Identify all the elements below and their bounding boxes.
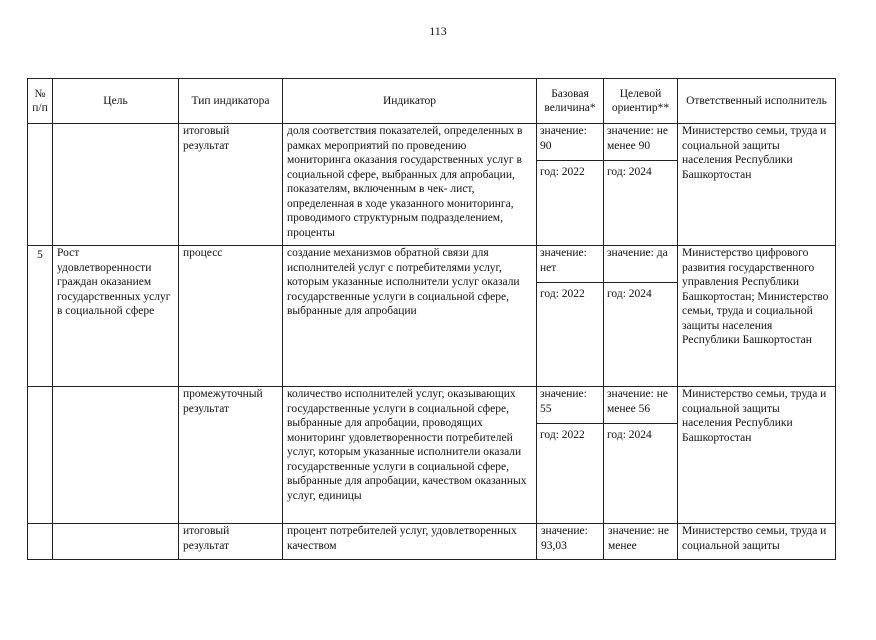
- cell-goal: Рост удовлетворенности граждан оказанием государственных услуг в социальной сфере: [53, 246, 179, 387]
- header-responsible: Ответственный исполнитель: [678, 79, 836, 124]
- target-value: значение: да: [604, 246, 677, 283]
- cell-type: промежуточный результат: [179, 387, 283, 524]
- header-num: № п/п: [28, 79, 53, 124]
- cell-type: процесс: [179, 246, 283, 387]
- cell-responsible: Министерство семьи, труда и социальной защиты: [678, 524, 836, 560]
- target-year: год: 2024: [607, 429, 652, 441]
- base-year: год: 2022: [540, 166, 585, 178]
- cell-responsible: Министерство семьи, труда и социальной защиты населения Республики Башкортостан: [678, 124, 836, 246]
- header-indicator: Индикатор: [283, 79, 537, 124]
- cell-target: [604, 246, 678, 387]
- cell-base: значение: 93,03: [537, 524, 604, 560]
- base-value: значение: нет: [537, 246, 603, 283]
- cell-num: [28, 124, 53, 246]
- header-row: [28, 79, 836, 124]
- page-number: 113: [429, 24, 447, 38]
- cell-num: [28, 524, 53, 560]
- cell-indicator: количество исполнителей услуг, оказывающих государственные услуги в социальной сфере, выбранные для апробации, проводящих мониторинг удовлетворенности потребителей услуг, которым указанные исполнители оказали государственные услуги в социальной сфере, выбранные для апробации, качеством оказанных услуг, единицы: [283, 387, 537, 524]
- base-year: год: 2022: [540, 429, 585, 441]
- cell-goal: [53, 387, 179, 524]
- table-row: [28, 246, 836, 387]
- target-value: значение: не менее 56: [604, 387, 677, 424]
- cell-indicator: доля соответствия показателей, определенных в рамках мероприятий по проведению мониторинга оказания государственных услуг в социальной сфере, выбранных для апробации, показателям, включенным в чек- лист, определенная в ходе указанного мониторинга, проводимого структурным подразделением, проценты: [283, 124, 537, 246]
- table-row: [28, 387, 836, 524]
- indicators-table: [27, 78, 836, 560]
- base-year: год: 2022: [540, 288, 585, 300]
- cell-target: [604, 124, 678, 246]
- cell-num: 5: [28, 246, 53, 387]
- header-goal: Цель: [53, 79, 179, 124]
- cell-base: [537, 246, 604, 387]
- table-row: [28, 124, 836, 246]
- cell-indicator: создание механизмов обратной связи для исполнителей услуг с потребителями услуг, которым указанные исполнители услуг оказали государственные услуги в социальной сфере, выбранные для апробации: [283, 246, 537, 387]
- cell-goal: [53, 524, 179, 560]
- target-year: год: 2024: [607, 288, 652, 300]
- cell-base: [537, 387, 604, 524]
- header-target: Целевой ориентир**: [604, 79, 678, 124]
- cell-indicator: процент потребителей услуг, удовлетворенных качеством: [283, 524, 537, 560]
- target-value: значение: не менее 90: [604, 124, 677, 161]
- cell-num: [28, 387, 53, 524]
- cell-goal: [53, 124, 179, 246]
- cell-responsible: Министерство цифрового развития государственного управления Республики Башкортостан; Министерство семьи, труда и социальной защиты населения Республики Башкортостан: [678, 246, 836, 387]
- base-value: значение: 90: [537, 124, 603, 161]
- cell-base: [537, 124, 604, 246]
- cell-target: [604, 387, 678, 524]
- target-year: год: 2024: [607, 166, 652, 178]
- cell-type: итоговый результат: [179, 124, 283, 246]
- cell-responsible: Министерство семьи, труда и социальной защиты населения Республики Башкортостан: [678, 387, 836, 524]
- header-base: Базовая величина*: [537, 79, 604, 124]
- table-row: [28, 524, 836, 560]
- header-type: Тип индикатора: [179, 79, 283, 124]
- base-value: значение: 55: [537, 387, 603, 424]
- cell-target: значение: не менее: [604, 524, 678, 560]
- cell-type: итоговый результат: [179, 524, 283, 560]
